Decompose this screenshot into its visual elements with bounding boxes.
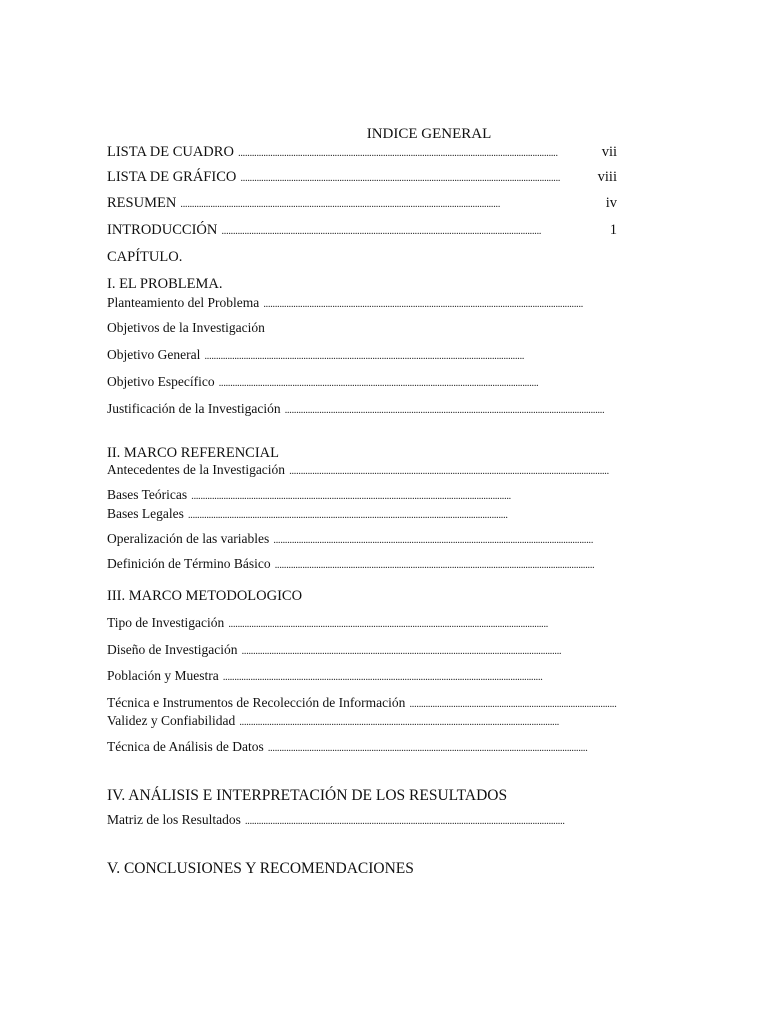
toc-entry-label: Objetivo General — [107, 347, 201, 362]
toc-entry[interactable] — [107, 695, 617, 711]
toc-entry[interactable] — [107, 556, 617, 572]
capitulo-label: CAPÍTULO. — [107, 249, 183, 265]
toc-subheading: Objetivos de la Investigación — [107, 320, 265, 335]
toc-entry-label: Técnica de Análisis de Datos — [107, 739, 264, 754]
dot-leader — [219, 377, 617, 389]
dot-leader — [240, 172, 595, 184]
toc-entry[interactable] — [107, 812, 617, 828]
toc-entry-label: Objetivo Específico — [107, 374, 215, 389]
toc-entry-page: viii — [597, 169, 617, 185]
dot-leader — [223, 671, 617, 683]
toc-entry-resumen[interactable] — [107, 195, 617, 212]
toc-entry-label: Planteamiento del Problema — [107, 295, 260, 310]
toc-entry-page: vii — [601, 144, 617, 160]
dot-leader — [245, 815, 617, 827]
dot-leader — [241, 645, 617, 657]
section-heading-marco-referencial[interactable]: II. MARCO REFERENCIAL — [107, 445, 279, 461]
toc-entry-label: RESUMEN — [107, 195, 177, 211]
toc-entry-label: Bases Legales — [107, 506, 184, 521]
dot-leader — [285, 404, 617, 416]
toc-entry[interactable] — [107, 642, 617, 658]
dot-leader — [275, 559, 617, 571]
toc-entry-label: Diseño de Investigación — [107, 642, 238, 657]
toc-entry[interactable] — [107, 374, 617, 390]
dot-leader — [409, 698, 617, 710]
dot-leader — [180, 198, 603, 210]
dot-leader — [221, 225, 607, 237]
dot-leader — [204, 350, 617, 362]
toc-entry[interactable] — [107, 462, 617, 478]
dot-leader — [238, 147, 600, 159]
toc-entry[interactable] — [107, 713, 617, 729]
toc-entry-label: Población y Muestra — [107, 668, 219, 683]
toc-entry[interactable] — [107, 531, 617, 547]
toc-entry-lista-de-grafico[interactable] — [107, 169, 617, 186]
section-heading-marco-metodologico[interactable]: III. MARCO METODOLOGICO — [107, 588, 303, 604]
toc-entry-label: Definición de Término Básico — [107, 556, 271, 571]
toc-entry-introduccion[interactable] — [107, 222, 617, 239]
toc-entry-label: Justificación de la Investigación — [107, 401, 281, 416]
toc-entry-label: Operalización de las variables — [107, 531, 270, 546]
toc-entry[interactable] — [107, 615, 617, 631]
section-heading-analisis[interactable]: IV. ANÁLISIS E INTERPRETACIÓN DE LOS RESULTADOS — [107, 787, 508, 804]
toc-entry-label: Tipo de Investigación — [107, 615, 225, 630]
toc-entry[interactable] — [107, 295, 617, 311]
section-heading-conclusiones[interactable]: V. CONCLUSIONES Y RECOMENDACIONES — [107, 860, 414, 877]
section-heading-el-problema[interactable]: I. EL PROBLEMA. — [107, 276, 223, 292]
dot-leader — [188, 509, 617, 521]
toc-entry-label: Antecedentes de la Investigación — [107, 462, 286, 477]
dot-leader — [263, 298, 617, 310]
toc-entry[interactable] — [107, 668, 617, 684]
toc-entry[interactable] — [107, 506, 617, 522]
toc-entry-label: Validez y Confiabilidad — [107, 713, 236, 728]
toc-entry[interactable] — [107, 739, 617, 755]
toc-entry-label: Técnica e Instrumentos de Recolección de Información — [107, 695, 406, 710]
dot-leader — [228, 618, 617, 630]
dot-leader — [191, 490, 617, 502]
toc-entry[interactable] — [107, 401, 617, 417]
dot-leader — [273, 534, 617, 546]
toc-entry[interactable] — [107, 347, 617, 363]
dot-leader — [289, 465, 617, 477]
toc-entry-page: 1 — [609, 222, 617, 238]
page-title: INDICE GENERAL — [366, 126, 492, 142]
toc-entry-label: Matriz de los Resultados — [107, 812, 241, 827]
toc-entry-label: INTRODUCCIÓN — [107, 222, 218, 238]
toc-entry-label: LISTA DE GRÁFICO — [107, 169, 237, 185]
toc-entry-lista-de-cuadro[interactable] — [107, 144, 617, 161]
toc-entry[interactable] — [107, 487, 617, 503]
dot-leader — [268, 742, 617, 754]
toc-entry-label: Bases Teóricas — [107, 487, 188, 502]
dot-leader — [239, 716, 617, 728]
toc-entry-label: LISTA DE CUADRO — [107, 144, 234, 160]
toc-entry-page: iv — [605, 195, 617, 211]
